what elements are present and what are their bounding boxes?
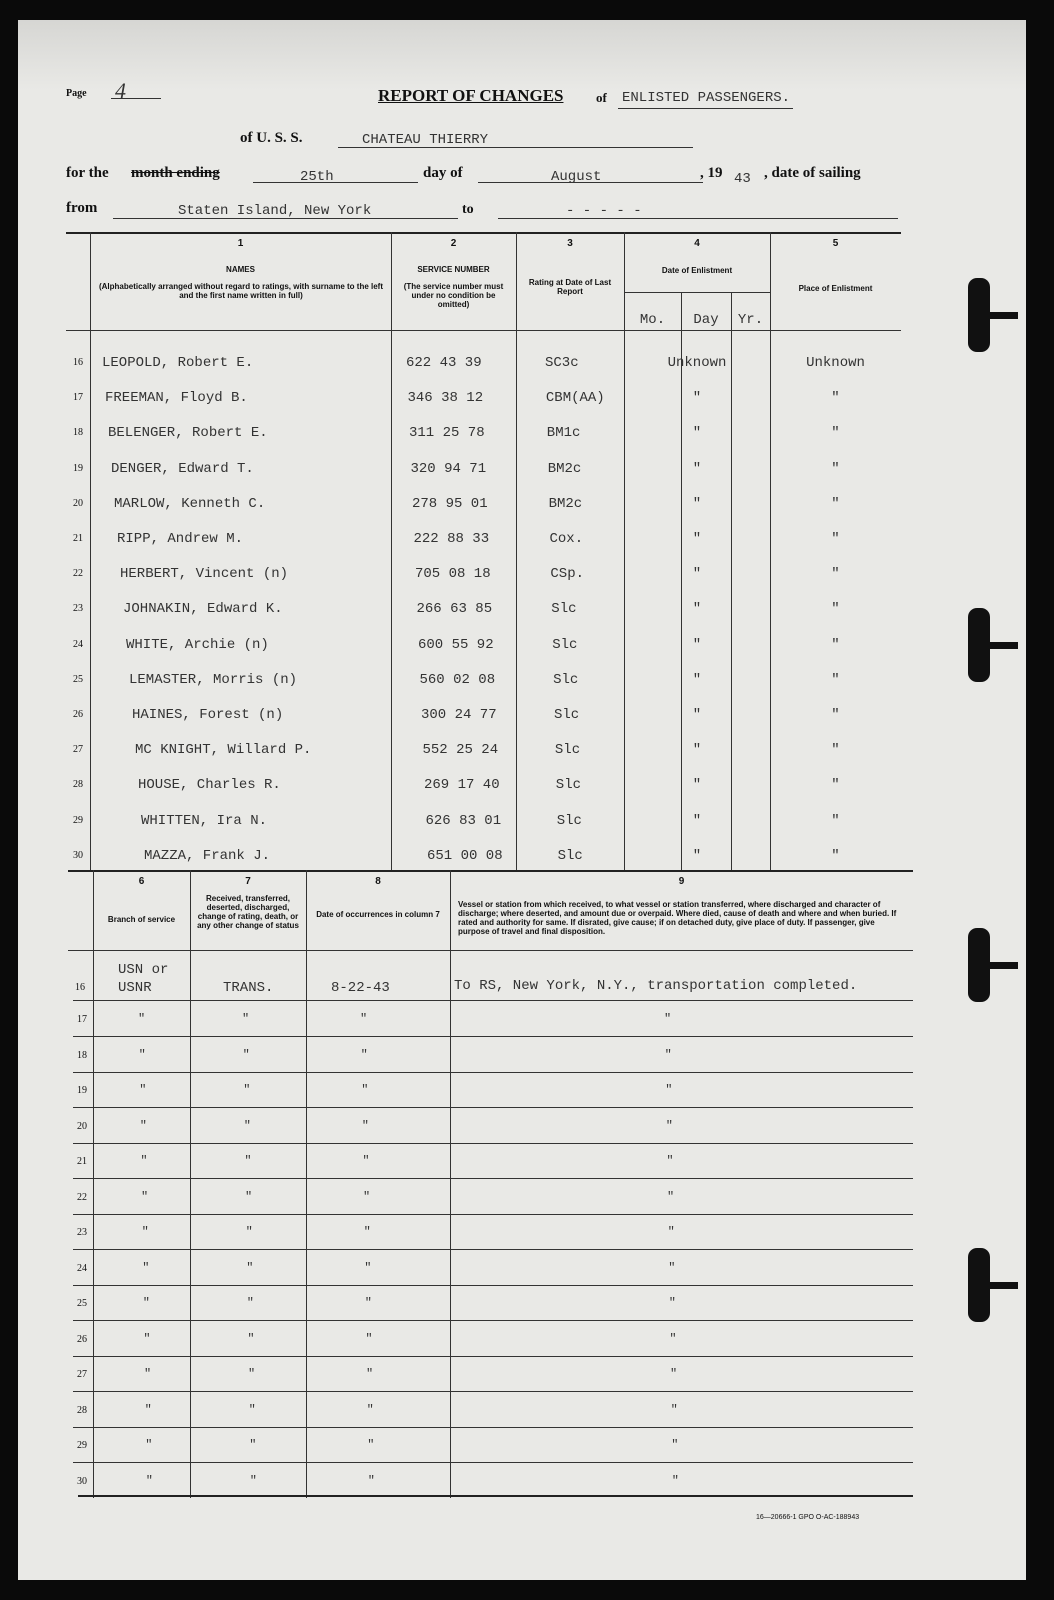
rating-cell: CSp.	[550, 566, 584, 583]
date-cell: "	[360, 1012, 368, 1026]
place-of-enlistment-cell: "	[831, 495, 840, 512]
status-cell: "	[242, 1012, 250, 1026]
enlistment-subrule	[624, 292, 770, 293]
col4-yr: Yr.	[737, 312, 764, 328]
row-number: 30	[73, 849, 83, 861]
status-cell: "	[248, 1402, 256, 1417]
table-top-rule	[68, 870, 913, 872]
row-rule	[73, 1462, 913, 1463]
remarks-cell: "	[668, 1260, 676, 1275]
rating-cell: Slc	[553, 671, 579, 688]
row-number: 25	[73, 673, 83, 685]
branch-cell: "	[144, 1402, 152, 1417]
place-of-enlistment-cell: "	[831, 425, 840, 442]
remarks-cell: "	[665, 1118, 673, 1133]
service-number-cell: 278 95 01	[412, 495, 488, 512]
row-rule	[73, 1285, 913, 1286]
column-rule	[516, 232, 517, 870]
ship-prefix: of U. S. S.	[240, 130, 303, 146]
remarks-cell: "	[665, 1083, 673, 1097]
enlistment-date-cell: "	[692, 531, 702, 547]
service-number-cell: 705 08 18	[415, 566, 491, 583]
enlistment-date-cell: "	[692, 636, 702, 653]
month-ending-label: month ending	[131, 165, 220, 181]
service-number-cell: 552 25 24	[422, 742, 499, 759]
col6-title: Branch of service	[107, 915, 176, 924]
remarks-cell: "	[669, 1331, 677, 1346]
to-value: - - - - -	[566, 203, 642, 219]
binder-tab-notch	[990, 312, 1018, 319]
service-number-cell: 600 55 92	[418, 636, 494, 653]
date-cell: "	[366, 1402, 374, 1417]
remarks-cell: "	[670, 1367, 678, 1381]
col3-title: Rating at Date of Last Report	[528, 278, 612, 296]
status-cell: "	[249, 1473, 257, 1488]
status-cell: "	[249, 1438, 257, 1452]
place-of-enlistment-cell: "	[831, 531, 840, 547]
enlistment-date-cell: "	[692, 777, 702, 794]
col1-number: 1	[237, 238, 244, 249]
binder-tab-notch	[990, 642, 1018, 649]
row-rule	[73, 1249, 913, 1250]
form-code: 16—20666-1 GPO O-AC-188943	[756, 1514, 860, 1521]
date-of-sailing-label: , date of sailing	[764, 165, 861, 181]
row-rule	[73, 1356, 913, 1357]
date-cell: "	[362, 1154, 370, 1168]
service-number-cell: 626 83 01	[425, 812, 502, 829]
row-rule	[73, 1427, 913, 1428]
rating-cell: Slc	[554, 707, 580, 723]
status-cell: "	[244, 1154, 252, 1168]
rating-cell: Slc	[555, 777, 582, 794]
col9-number: 9	[678, 876, 685, 887]
row-number: 23	[77, 1227, 87, 1238]
status-cell: TRANS.	[223, 980, 274, 996]
row-rule	[73, 1214, 913, 1215]
place-of-enlistment-cell: "	[831, 636, 840, 653]
branch-cell: "	[141, 1189, 149, 1204]
row-number: 18	[77, 1049, 87, 1061]
place-of-enlistment-cell: "	[831, 566, 840, 583]
year-prefix: , 19	[700, 165, 723, 181]
col8-number: 8	[375, 876, 381, 887]
day-value: 25th	[300, 169, 334, 185]
from-value: Staten Island, New York	[178, 203, 372, 219]
branch-cell: "	[142, 1296, 150, 1310]
row-rule	[73, 1072, 913, 1073]
rating-cell: Slc	[551, 601, 577, 618]
binder-tab	[968, 1248, 990, 1322]
column-rule	[391, 232, 392, 870]
page-number: 4	[115, 78, 126, 103]
date-cell: "	[363, 1189, 371, 1204]
status-cell: "	[246, 1260, 254, 1275]
column-rule	[770, 232, 771, 870]
status-cell: "	[245, 1225, 253, 1239]
binder-tab	[968, 278, 990, 352]
enlistment-date-cell: "	[692, 390, 702, 407]
rating-cell: BM1c	[546, 425, 581, 442]
date-cell: "	[367, 1473, 375, 1488]
status-cell: "	[245, 1189, 253, 1204]
row-number: 21	[73, 533, 83, 544]
row-number: 26	[73, 709, 83, 720]
status-cell: "	[246, 1296, 254, 1310]
row-number: 16	[73, 357, 83, 368]
row-number: 18	[73, 427, 83, 439]
row-rule	[73, 1036, 913, 1037]
date-cell: "	[361, 1118, 369, 1133]
col4-mo: Mo.	[639, 312, 666, 328]
row-number: 25	[77, 1298, 87, 1309]
report-title-of: of	[596, 90, 607, 105]
branch-cell: "	[143, 1331, 151, 1346]
row-number: 28	[73, 779, 83, 791]
col2-title: SERVICE NUMBER	[417, 265, 490, 274]
to-label: to	[462, 202, 474, 217]
place-of-enlistment-cell: "	[831, 671, 840, 688]
name-cell: WHITE, Archie (n)	[126, 636, 269, 653]
col5-number: 5	[832, 238, 839, 249]
row-number: 22	[73, 568, 83, 580]
enlistment-date-cell: "	[692, 566, 702, 583]
place-of-enlistment-cell: "	[831, 707, 840, 723]
remarks-cell: "	[667, 1189, 675, 1204]
remarks-cell: "	[670, 1402, 678, 1417]
enlistment-date-cell: "	[692, 601, 702, 618]
name-cell: HERBERT, Vincent (n)	[120, 566, 289, 583]
rating-cell: Slc	[557, 847, 583, 864]
name-cell: LEMASTER, Morris (n)	[129, 671, 298, 688]
binder-tab	[968, 928, 990, 1002]
branch-cell: "	[141, 1225, 149, 1239]
row-rule	[73, 1107, 913, 1108]
col1-note: (Alphabetically arranged without regard to ratings, with surname to the left and the first name written in full)	[98, 282, 384, 300]
row-number: 17	[73, 392, 83, 404]
row-number: 24	[73, 638, 83, 650]
status-cell: "	[247, 1331, 255, 1346]
service-number-cell: 266 63 85	[416, 601, 493, 618]
name-cell: HOUSE, Charles R.	[138, 777, 281, 794]
month-value: August	[551, 169, 602, 185]
date-cell: "	[364, 1296, 372, 1310]
row-number: 27	[77, 1369, 87, 1380]
col2-note: (The service number must under no condition be omitted)	[403, 282, 504, 309]
branch-line2: USNR	[118, 980, 152, 996]
remarks-cell: "	[668, 1296, 676, 1310]
binder-tab-notch	[990, 1282, 1018, 1289]
name-cell: MAZZA, Frank J.	[144, 847, 271, 864]
binder-tab	[968, 608, 990, 682]
row-number: 29	[73, 814, 83, 826]
place-of-enlistment-cell: "	[831, 777, 840, 794]
name-cell: DENGER, Edward T.	[111, 460, 254, 477]
row-number: 29	[77, 1440, 87, 1451]
enlistment-date-cell: "	[692, 671, 702, 688]
branch-cell: "	[145, 1438, 153, 1452]
enlistment-date-cell: "	[692, 707, 702, 723]
status-cell: "	[243, 1083, 251, 1097]
col2-number: 2	[450, 238, 457, 249]
column-rule	[190, 870, 191, 1498]
rating-cell: CBM(AA)	[545, 390, 605, 407]
row-number: 17	[77, 1014, 87, 1025]
row-rule	[73, 1178, 913, 1179]
date-cell: "	[367, 1438, 375, 1452]
name-cell: LEOPOLD, Robert E.	[102, 355, 254, 371]
header-rule	[66, 330, 901, 331]
name-cell: JOHNAKIN, Edward K.	[123, 601, 283, 618]
branch-cell: "	[138, 1047, 146, 1062]
row-number: 16	[75, 982, 85, 993]
rating-cell: BM2c	[547, 460, 582, 477]
place-of-enlistment-cell: "	[831, 812, 840, 829]
enlistment-date-cell: "	[692, 742, 702, 759]
year-value: 43	[734, 171, 751, 187]
column-rule	[450, 870, 451, 1498]
name-cell: FREEMAN, Floyd B.	[105, 390, 248, 407]
col5-title: Place of Enlistment	[798, 284, 873, 293]
date-cell: "	[364, 1260, 372, 1275]
row-number: 22	[77, 1191, 87, 1203]
name-cell: BELENGER, Robert E.	[108, 425, 268, 442]
branch-cell: "	[142, 1260, 150, 1275]
row-rule	[73, 1143, 913, 1144]
row-rule	[73, 1391, 913, 1392]
service-number-cell: 560 02 08	[419, 671, 496, 688]
service-number-cell: 622 43 39	[406, 355, 482, 371]
status-cell: "	[248, 1367, 256, 1381]
enlistment-date-cell: "	[692, 812, 702, 829]
service-number-cell: 311 25 78	[409, 425, 485, 442]
rating-cell: Slc	[554, 742, 581, 759]
name-cell: WHITTEN, Ira N.	[141, 812, 268, 829]
enlistment-date-cell: "	[692, 425, 702, 442]
ship-name: CHATEAU THIERRY	[362, 132, 489, 148]
document-sheet	[18, 20, 1026, 1580]
row-number: 27	[73, 744, 83, 756]
branch-cell: "	[144, 1367, 152, 1381]
binder-tab-notch	[990, 962, 1018, 969]
place-of-enlistment-cell: "	[831, 601, 840, 618]
remarks-cell: "	[664, 1012, 672, 1026]
status-cell: "	[243, 1118, 251, 1133]
place-of-enlistment-cell: Unknown	[806, 355, 865, 371]
row-number: 30	[77, 1475, 87, 1487]
date-cell: 8-22-43	[331, 980, 390, 996]
col7-number: 7	[245, 876, 251, 887]
row-number: 19	[73, 462, 83, 474]
remarks-cell: "	[671, 1473, 679, 1488]
report-title: REPORT OF CHANGES	[378, 86, 564, 105]
name-cell: RIPP, Andrew M.	[117, 531, 244, 547]
enlistment-date-cell: "	[692, 495, 702, 512]
place-of-enlistment-cell: "	[831, 390, 840, 407]
scan-shading	[18, 20, 1026, 90]
branch-cell: "	[140, 1154, 148, 1168]
row-number: 24	[77, 1262, 87, 1274]
branch-cell: "	[139, 1083, 147, 1097]
row-rule	[73, 1000, 913, 1001]
page-label: Page	[66, 88, 87, 99]
date-cell: "	[366, 1367, 374, 1381]
col7-title: Received, transferred, deserted, discharged, change of rating, death, or any other change of status	[197, 894, 299, 930]
col9-title: Vessel or station from which received, to what vessel or station transferred, where discharged and character of discharge; where deserted, and amount due or overpaid. Where died, cause of death and where and when buried. If rated and authority for same. If disrated, give cause; if on detached duty, give place of duty. If passenger, give purpose of travel and final disposition.	[458, 900, 897, 936]
row-number: 28	[77, 1404, 87, 1416]
rating-cell: Slc	[552, 636, 578, 653]
rating-cell: Cox.	[549, 531, 584, 547]
name-cell: MC KNIGHT, Willard P.	[135, 742, 312, 759]
branch-cell: "	[138, 1012, 146, 1026]
remarks-cell: "	[666, 1154, 674, 1168]
rating-cell: BM2c	[548, 495, 583, 512]
enlistment-date-cell: Unknown	[667, 355, 727, 371]
enlistment-date-cell: "	[692, 460, 702, 477]
service-number-cell: 269 17 40	[424, 777, 500, 794]
from-label: from	[66, 200, 98, 216]
row-number: 19	[77, 1085, 87, 1096]
row-rule	[73, 1320, 913, 1321]
col8-title: Date of occurrences in column 7	[316, 910, 440, 919]
date-cell: "	[361, 1083, 369, 1097]
for-the-label: for the	[66, 165, 109, 181]
name-cell: HAINES, Forest (n)	[132, 707, 284, 723]
service-number-cell: 320 94 71	[410, 460, 487, 477]
name-cell: MARLOW, Kenneth C.	[114, 495, 266, 512]
col1-title: NAMES	[226, 265, 255, 274]
place-of-enlistment-cell: "	[831, 460, 840, 477]
col4-title: Date of Enlistment	[661, 266, 733, 275]
row-number: 20	[77, 1120, 87, 1132]
service-number-cell: 651 00 08	[427, 847, 503, 864]
row-number: 20	[73, 497, 83, 509]
remarks-cell: To RS, New York, N.Y., transportation completed.	[454, 978, 858, 994]
branch-cell: "	[139, 1118, 147, 1133]
branch-line1: USN or	[118, 962, 169, 978]
table-bottom-rule	[78, 1495, 913, 1497]
header-rule	[68, 950, 913, 951]
date-cell: "	[360, 1047, 368, 1062]
col4-number: 4	[694, 238, 700, 249]
remarks-cell: "	[667, 1225, 675, 1239]
col4-day: Day	[693, 312, 719, 328]
table-top-rule	[66, 232, 901, 234]
row-number: 21	[77, 1156, 87, 1167]
row-number: 26	[77, 1333, 87, 1345]
status-cell: "	[242, 1047, 250, 1062]
remarks-cell: "	[664, 1047, 672, 1062]
col6-number: 6	[138, 876, 145, 887]
rating-cell: SC3c	[545, 355, 579, 371]
enlistment-date-cell: "	[692, 847, 702, 864]
place-of-enlistment-cell: "	[831, 742, 840, 759]
date-cell: "	[365, 1331, 373, 1346]
place-of-enlistment-cell: "	[831, 847, 840, 864]
service-number-cell: 222 88 33	[413, 531, 490, 547]
column-rule	[90, 232, 91, 870]
day-of-label: day of	[423, 165, 463, 181]
col3-number: 3	[567, 238, 573, 249]
service-number-cell: 300 24 77	[421, 707, 497, 723]
report-type: ENLISTED PASSENGERS.	[622, 90, 791, 106]
remarks-cell: "	[671, 1438, 679, 1452]
date-cell: "	[363, 1225, 371, 1239]
branch-cell: "	[145, 1473, 153, 1488]
service-number-cell: 346 38 12	[407, 390, 484, 407]
row-number: 23	[73, 603, 83, 615]
column-rule	[306, 870, 307, 1498]
rating-cell: Slc	[556, 812, 582, 829]
